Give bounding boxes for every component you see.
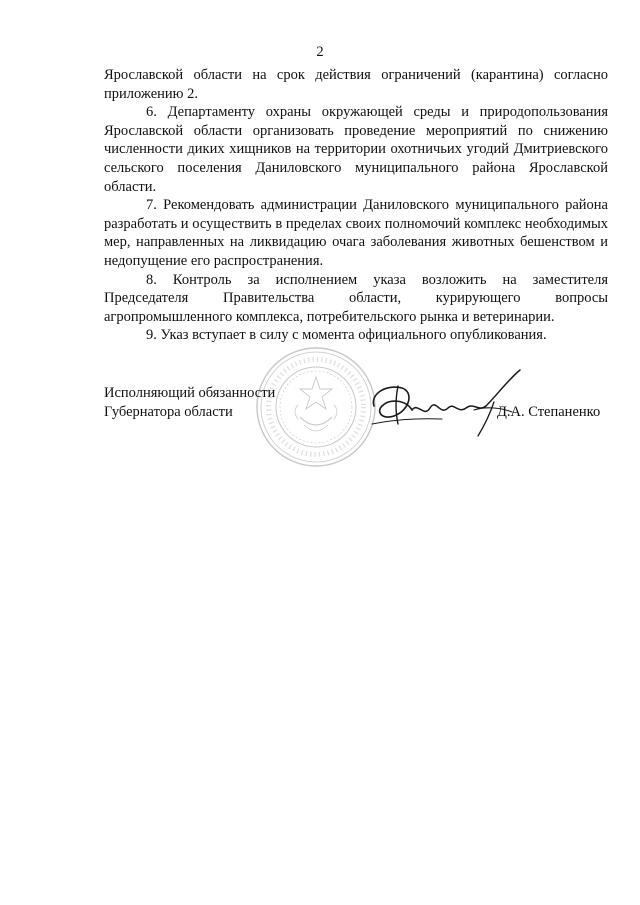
signer-position-line-2: Губернатора области <box>104 404 233 420</box>
paragraph-item-7: 7. Рекомендовать администрации Даниловского муниципального района разработать и осуществить в пределах своих полномочий комплекс необходимых мер, направленных на ликвидацию очага заболевания животных бешенством и недопущение его распространения. <box>104 197 608 269</box>
paragraph-continuation: Ярославской области на срок действия ограничений (карантина) согласно приложению 2. <box>104 67 608 102</box>
page-number: 2 <box>316 44 324 60</box>
paragraph-item-6: 6. Департаменту охраны окружающей среды и природопользования Ярославской области организовать проведение мероприятий по снижению численности диких хищников на территории охотничьих угодий Дмитриевского сельского поселения Даниловского муниципального района Ярославской области. <box>104 104 608 195</box>
signer-position-line-1: Исполняющий обязанности <box>104 385 276 401</box>
document-body <box>104 66 608 345</box>
signer-name: Д.А. Степаненко <box>497 404 601 420</box>
signer-position <box>104 384 275 422</box>
paragraph-item-9: 9. Указ вступает в силу с момента официального опубликования. <box>146 327 547 344</box>
paragraph-item-8: 8. Контроль за исполнением указа возложить на заместителя Председателя Правительства области, курирующего вопросы агропромышленного комплекса, потребительского рынка и ветеринарии. <box>104 271 608 325</box>
